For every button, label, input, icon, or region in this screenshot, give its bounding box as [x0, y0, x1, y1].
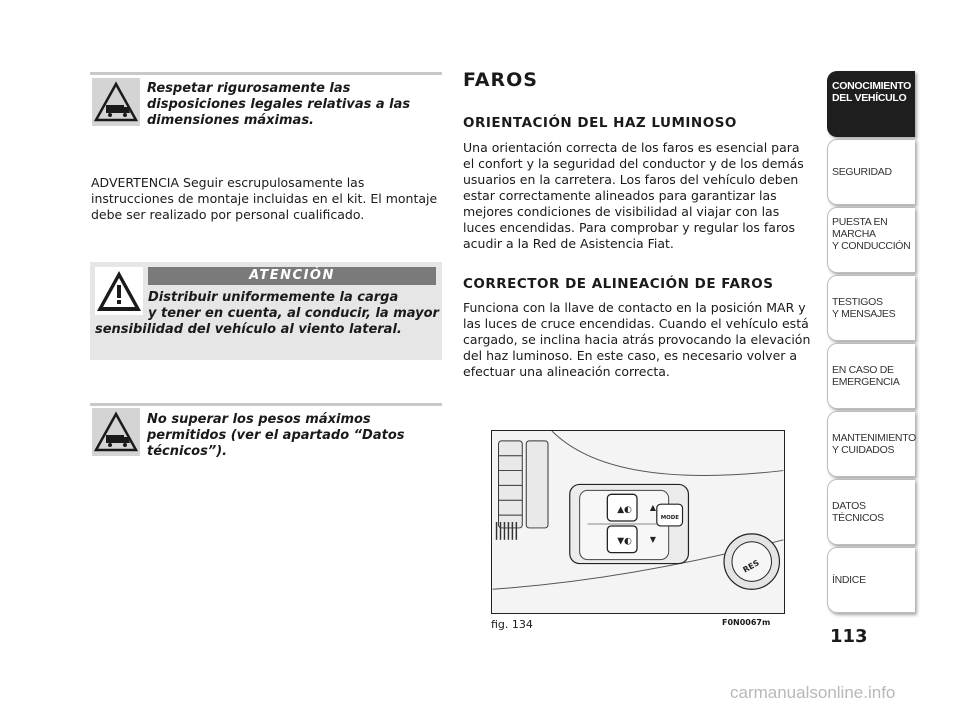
svg-text:MODE: MODE [660, 515, 680, 522]
tab-puesta-en-marcha[interactable]: PUESTA EN MARCHA Y CONDUCCIÓN [827, 207, 915, 273]
page-title: FAROS [463, 69, 538, 91]
tab-seguridad[interactable]: SEGURIDAD [827, 139, 915, 205]
advertencia-text: ADVERTENCIA Seguir escrupulosamente las instrucciones de montaje incluidas en el kit. El montaje debe ser realizado por personal cualificado. [91, 175, 438, 222]
section2-heading: CORRECTOR DE ALINEACIÓN DE FAROS [463, 276, 774, 292]
svg-text:▼◐: ▼◐ [617, 536, 632, 547]
figure-label: fig. 134 [491, 618, 533, 631]
tab-indice[interactable]: ÍNDICE [827, 547, 915, 613]
page-number: 113 [830, 626, 868, 647]
section1-text: Una orientación correcta de los faros es esencial para el confort y la seguridad del conductor y de los demás usuarios en la carretera. Los faros del vehículo deben estar correctamente alineados para garantizar las mejores condiciones de visibilidad al viajar con las luces encendidas. Para comprobar y regular los faros acudir a la Red de Asistencia Fiat. [463, 140, 804, 251]
note-dimensions: Respetar rigurosamente las disposiciones legales relativas a las dimensiones máximas. [147, 81, 411, 128]
warning-line1: Distribuir uniformemente la carga [148, 290, 399, 305]
note-divider-top [90, 72, 442, 75]
warning-triangle-icon [95, 267, 143, 315]
warning-header: ATENCIÓN [148, 267, 436, 285]
warning-line2: y tener en cuenta, al conducir, la mayor [148, 306, 439, 321]
tab-testigos-y-mensajes[interactable]: TESTIGOS Y MENSAJES [827, 275, 915, 341]
section2-text: Funciona con la llave de contacto en la posición MAR y las luces de cruce encendidas. Cuando el vehículo está cargado, se inclina hacia atrás provocando la elevación del haz luminoso. En este caso, es necesario volver a efectuar una alineación correcta. [463, 300, 811, 379]
note-divider-bottom [90, 403, 442, 406]
note-weights: No superar los pesos máximos permitidos (ver el apartado “Datos técnicos”). [147, 412, 405, 459]
van-weight-icon [92, 408, 140, 456]
watermark: carmanualsonline.info [730, 683, 896, 702]
svg-text:▲: ▲ [649, 503, 656, 513]
figure-code: F0N0067m [722, 618, 771, 627]
tab-en-caso-de-emergencia[interactable]: EN CASO DE EMERGENCIA [827, 343, 915, 409]
tab-conocimiento-del-vehiculo[interactable]: CONOCIMIENTO DEL VEHÍCULO [827, 71, 915, 137]
tab-datos-tecnicos[interactable]: DATOS TÉCNICOS [827, 479, 915, 545]
section1-heading: ORIENTACIÓN DEL HAZ LUMINOSO [463, 115, 737, 131]
tab-mantenimiento-y-cuidados[interactable]: MANTENIMIENTO Y CUIDADOS [827, 411, 915, 477]
headlight-corrector-figure [491, 430, 785, 614]
svg-text:RES: RES [741, 558, 761, 575]
svg-text:▼: ▼ [649, 534, 656, 544]
svg-text:▲◐: ▲◐ [617, 505, 632, 516]
van-load-icon [92, 78, 140, 126]
warning-line3: sensibilidad del vehículo al viento lateral. [95, 322, 402, 337]
